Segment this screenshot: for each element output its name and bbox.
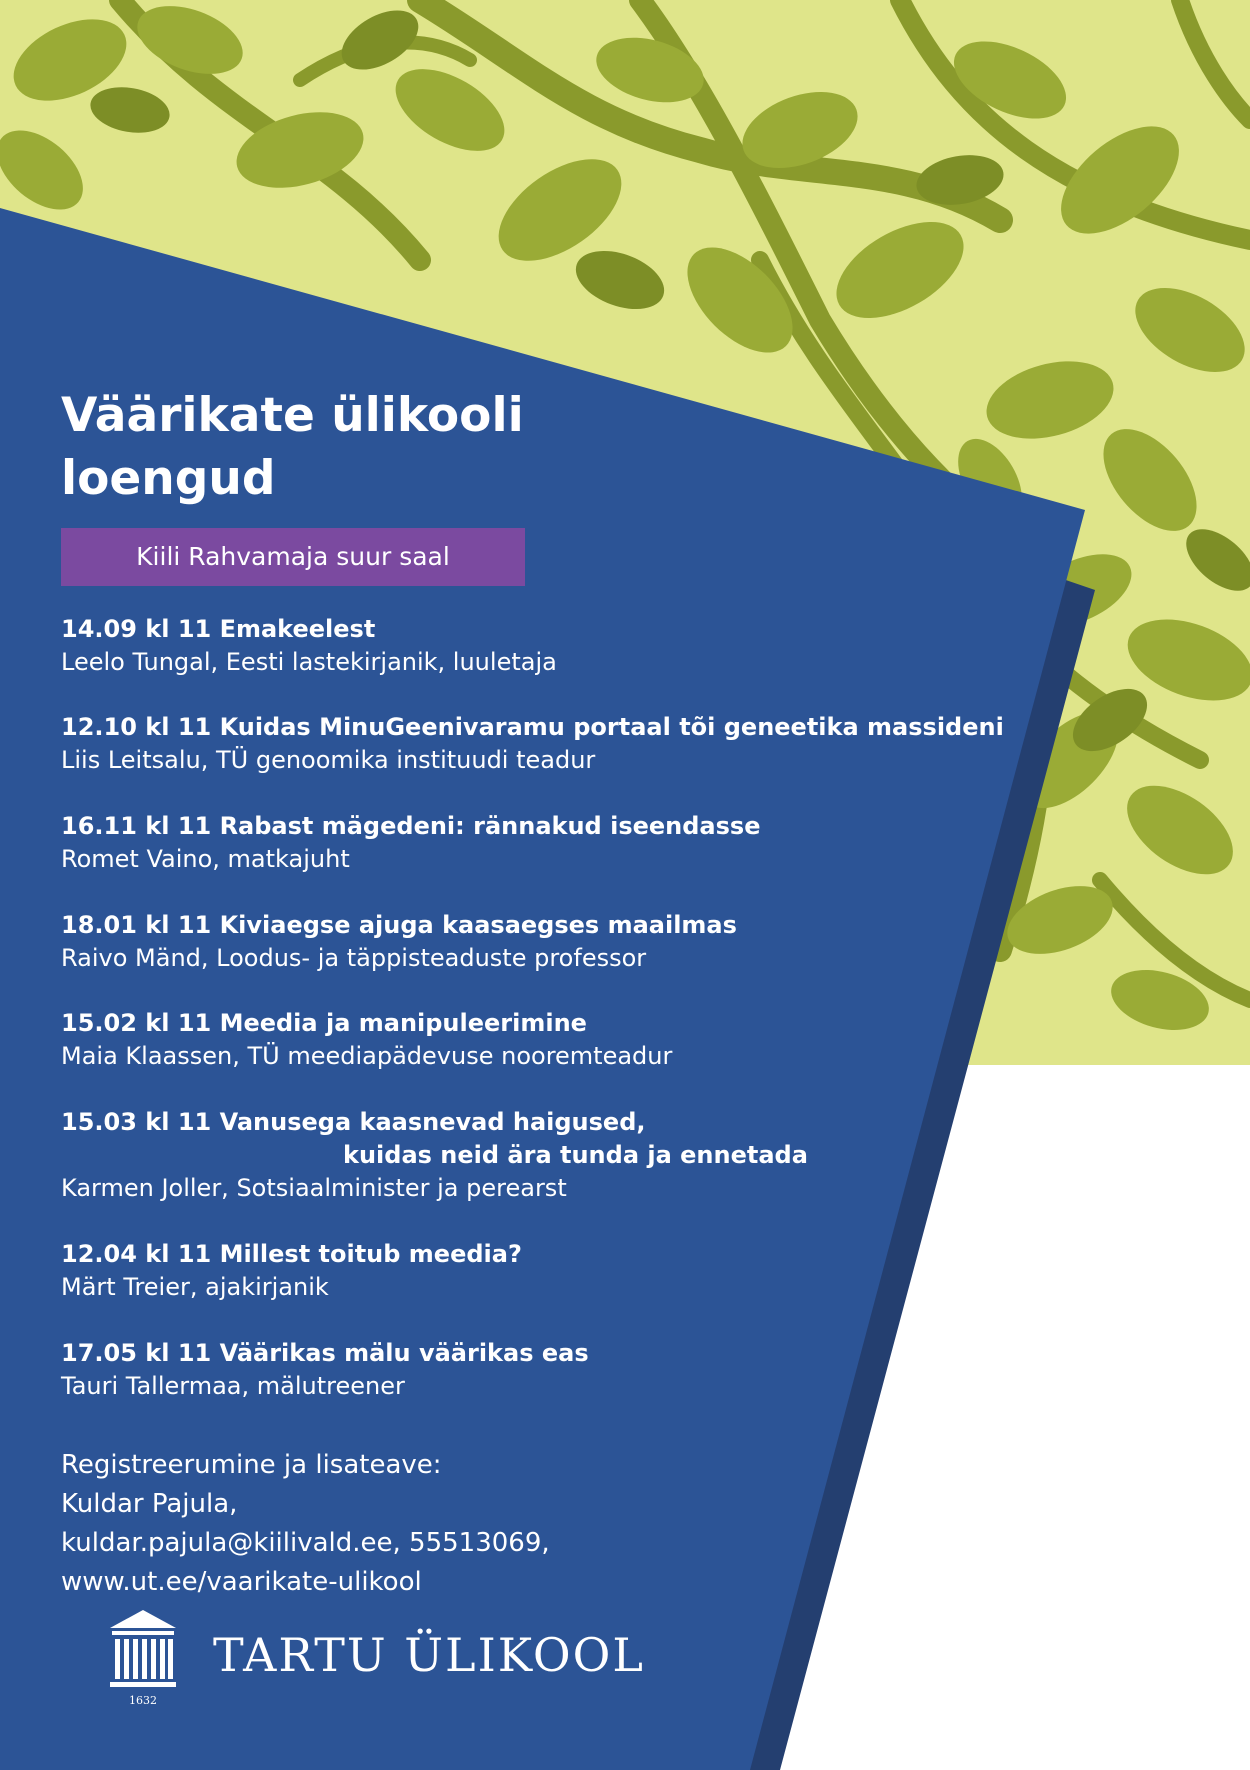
- event-heading: 12.10 kl 11 Kuidas MinuGeenivaramu portaal tõi geneetika massideni: [61, 713, 1004, 741]
- event-speaker: Maia Klaassen, TÜ meediapädevuse nooremteadur: [61, 1042, 673, 1070]
- event-item: [61, 1007, 672, 1073]
- university-name: TARTU ÜLIKOOL: [213, 1628, 645, 1682]
- event-speaker: Leelo Tungal, Eesti lastekirjanik, luuletaja: [61, 648, 557, 676]
- event-heading: 15.03 kl 11 Vanusega kaasnevad haigused,: [61, 1108, 646, 1136]
- event-speaker: Karmen Joller, Sotsiaalminister ja perearst: [61, 1174, 567, 1202]
- event-speaker: Liis Leitsalu, TÜ genoomika instituudi teadur: [61, 746, 596, 774]
- event-speaker: Raivo Mänd, Loodus- ja täppisteaduste professor: [61, 944, 647, 972]
- logo-year: 1632: [129, 1694, 157, 1707]
- event-heading-continued: kuidas neid ära tunda ja ennetada: [343, 1141, 808, 1169]
- event-item: [61, 1238, 522, 1304]
- event-heading: 16.11 kl 11 Rabast mägedeni: rännakud iseendasse: [61, 812, 761, 840]
- event-speaker: Märt Treier, ajakirjanik: [61, 1273, 329, 1301]
- event-item: [61, 1106, 808, 1205]
- university-building-icon: [108, 1608, 178, 1708]
- contact-email-phone[interactable]: kuldar.pajula@kiilivald.ee, 55513069,: [61, 1528, 550, 1558]
- title-line-2: loengud: [61, 451, 276, 506]
- event-heading: 15.02 kl 11 Meedia ja manipuleerimine: [61, 1009, 587, 1037]
- event-heading: 17.05 kl 11 Väärikas mälu väärikas eas: [61, 1339, 589, 1367]
- event-heading: 18.01 kl 11 Kiviaegse ajuga kaasaegses maailmas: [61, 911, 737, 939]
- event-item: [61, 909, 737, 975]
- contact-label: Registreerumine ja lisateave:: [61, 1450, 442, 1480]
- title-line-1: Väärikate ülikooli: [61, 388, 524, 443]
- page-title: [61, 384, 524, 510]
- contact-name: Kuldar Pajula,: [61, 1489, 238, 1519]
- event-speaker: Tauri Tallermaa, mälutreener: [61, 1372, 405, 1400]
- event-item: [61, 613, 557, 679]
- event-speaker: Romet Vaino, matkajuht: [61, 845, 350, 873]
- event-heading: 12.04 kl 11 Millest toitub meedia?: [61, 1240, 522, 1268]
- contact-website-link[interactable]: www.ut.ee/vaarikate-ulikool: [61, 1567, 422, 1597]
- contact-block: [61, 1446, 550, 1602]
- event-heading: 14.09 kl 11 Emakeelest: [61, 615, 376, 643]
- venue-badge: Kiili Rahvamaja suur saal: [61, 528, 525, 586]
- event-item: [61, 810, 760, 876]
- event-item: [61, 1337, 589, 1403]
- event-item: [61, 711, 1004, 777]
